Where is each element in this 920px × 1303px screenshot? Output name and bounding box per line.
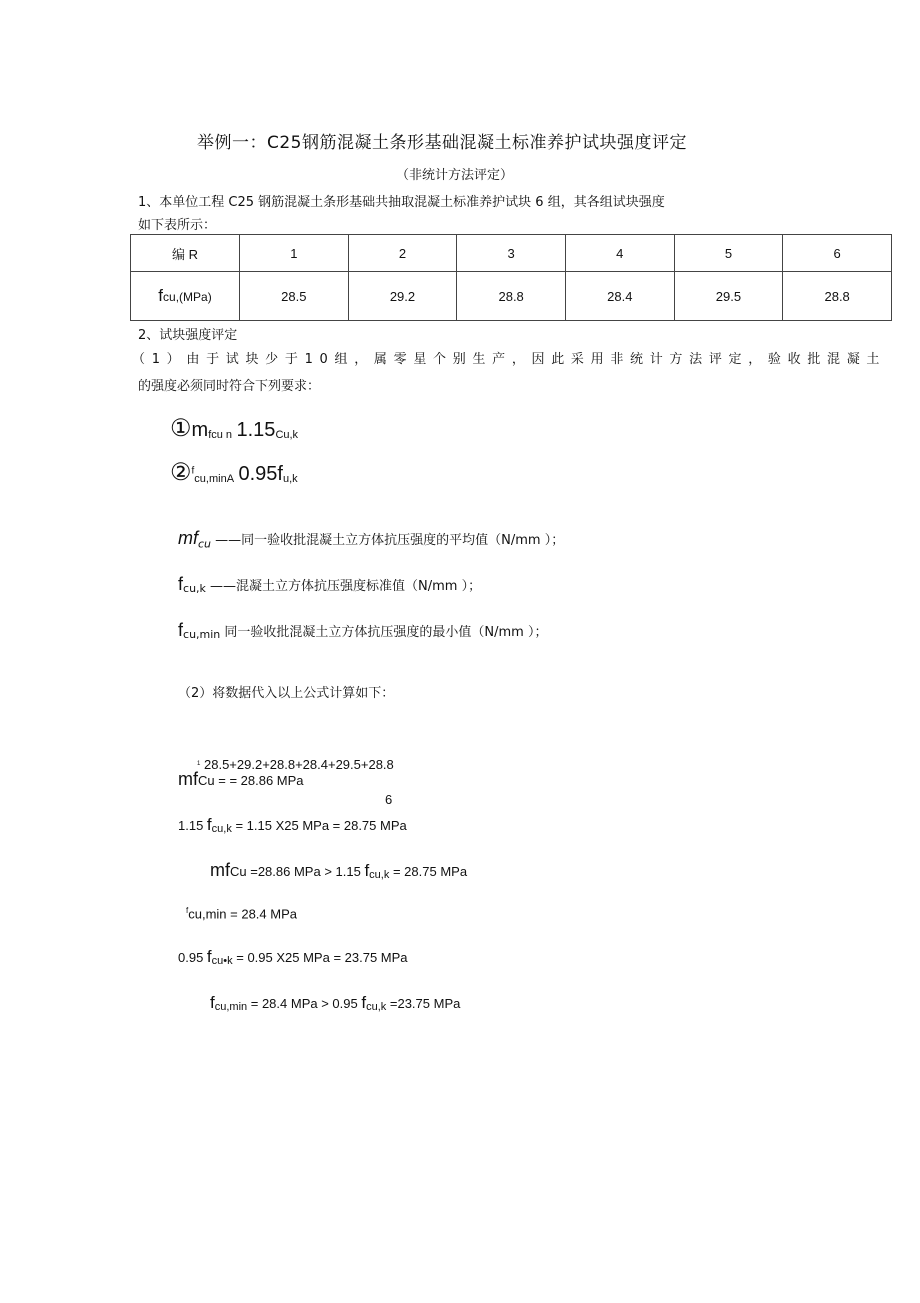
calc-l2-f: f: [206, 815, 212, 834]
cond2-sub1: cu,minA: [194, 473, 235, 485]
cond2-sub2: u,k: [282, 473, 298, 485]
table-cell: 5: [674, 235, 783, 272]
cond1-val: 1.15: [236, 419, 276, 441]
condition-1: [170, 414, 298, 443]
intro-line-1: 1、本单位工程 C25 钢筋混凝土条形基础共抽取混凝土标准养护试块 6 组，其各组试块强度: [138, 195, 665, 210]
table-cell: 28.4: [565, 272, 674, 321]
para-2: （2）将数据代入以上公式计算如下：: [178, 686, 395, 701]
table-row-strength: [131, 272, 892, 321]
calc-l4-rest: cu,min = 28.4 MPa: [188, 906, 297, 922]
page-subtitle: （非统计方法评定）: [396, 168, 514, 183]
calc-l5-rest: = 0.95 X25 MPa = 23.75 MPa: [232, 950, 408, 965]
calc-mean-sub: Cu: [198, 773, 215, 788]
calc-l5-sub: cu•k: [211, 955, 233, 967]
calc-mean-rhs: = = 28.86 MPa: [214, 773, 304, 788]
para1-line-2: 的强度必须同时符合下列要求：: [138, 379, 321, 394]
table-cell: 2: [348, 235, 457, 272]
table-cell: 29.5: [674, 272, 783, 321]
strength-table: [130, 234, 892, 321]
def2-symbol: f: [178, 574, 184, 594]
label-sub: cu,(MPa): [163, 290, 212, 304]
table-strength-label: [131, 272, 240, 321]
calc-l5-f: f: [206, 947, 212, 966]
page-title: 举例一：C25钢筋混凝土条形基础混凝土标准养护试块强度评定: [197, 133, 688, 153]
table-cell: 6: [783, 235, 892, 272]
table-cell: 28.8: [457, 272, 566, 321]
definition-min: [178, 620, 547, 641]
calc-l5-pre: 0.95: [178, 950, 207, 965]
intro-line-2: 如下表所示：: [138, 218, 217, 233]
calc-small-mark: 1: [197, 761, 201, 767]
table-cell: 29.2: [348, 272, 457, 321]
calc-line-6: [210, 993, 460, 1013]
calc-line-4: [186, 906, 297, 921]
def2-text: ——混凝土立方体抗压强度标准值（N/mm ）；: [205, 579, 482, 594]
calc-l2-sub: cu,k: [211, 823, 232, 835]
def1-text: ——同一验收批混凝土立方体抗压强度的平均值（N/mm ）；: [211, 533, 565, 548]
table-cell: 3: [457, 235, 566, 272]
calc-numerator: 28.5+29.2+28.8+28.4+29.5+28.8: [204, 757, 394, 772]
table-cell: 1: [240, 235, 349, 272]
calc-l2-rest: = 1.15 X25 MPa = 28.75 MPa: [231, 818, 407, 833]
calc-line-5: [178, 947, 408, 967]
table-row-number: [131, 235, 892, 272]
cond2-val: 0.95f: [238, 463, 283, 485]
condition-2: [170, 458, 298, 487]
calc-l6-f: f: [210, 993, 215, 1012]
section-2-heading: 2、试块强度评定: [138, 328, 238, 343]
cond1-sub1: fcu n: [208, 429, 233, 441]
table-cell: 28.5: [240, 272, 349, 321]
def1-symbol: mf: [178, 528, 198, 548]
cond1-m: m: [191, 419, 209, 441]
calc-l3-sub2: cu,k: [369, 869, 390, 881]
calc-l3-m: mf: [210, 860, 230, 880]
circle-one-icon: ①: [170, 415, 192, 442]
calc-l3-sub: Cu: [230, 864, 247, 879]
calc-l2-pre: 1.15: [178, 818, 207, 833]
def1-sub: cu: [198, 537, 212, 551]
calc-l6-rest: =23.75 MPa: [386, 996, 461, 1011]
calc-line-3: [210, 860, 467, 881]
calc-l3-rest: = 28.75 MPa: [389, 864, 468, 879]
cond2-sup: f: [191, 465, 195, 477]
table-header-label: 编 R: [131, 235, 240, 272]
definition-standard: [178, 574, 481, 595]
calc-l6-mid: = 28.4 MPa > 0.95: [247, 996, 362, 1011]
def3-sub: cu,min: [183, 628, 221, 641]
definition-mean: [178, 528, 564, 551]
calc-mean: [178, 769, 304, 790]
table-cell: 4: [565, 235, 674, 272]
calc-l6-sub: cu,min: [214, 1001, 248, 1013]
calc-l4-sup: f: [186, 906, 189, 915]
calc-l3-f: f: [364, 861, 370, 880]
circle-two-icon: ②: [170, 459, 192, 486]
para1-line-1: （1）由于试块少于10组，属零星个别生产，因此采用非统计方法评定，验收批混凝土: [132, 352, 887, 367]
def3-symbol: f: [178, 620, 184, 640]
def3-text: 同一验收批混凝土立方体抗压强度的最小值（N/mm ）；: [220, 625, 548, 640]
calc-l6-sub2: cu,k: [366, 1001, 387, 1013]
table-cell: 28.8: [783, 272, 892, 321]
def2-sub: cu,k: [183, 582, 206, 595]
cond1-sub2: Cu,k: [275, 429, 299, 441]
calc-denominator: 6: [385, 792, 393, 807]
label-f: f: [158, 286, 164, 305]
calc-l3-mid: =28.86 MPa > 1.15: [246, 864, 365, 879]
calc-line-2: [178, 815, 407, 835]
calc-mean-lhs: mf: [178, 769, 198, 789]
calc-l6-f2: f: [361, 993, 367, 1012]
